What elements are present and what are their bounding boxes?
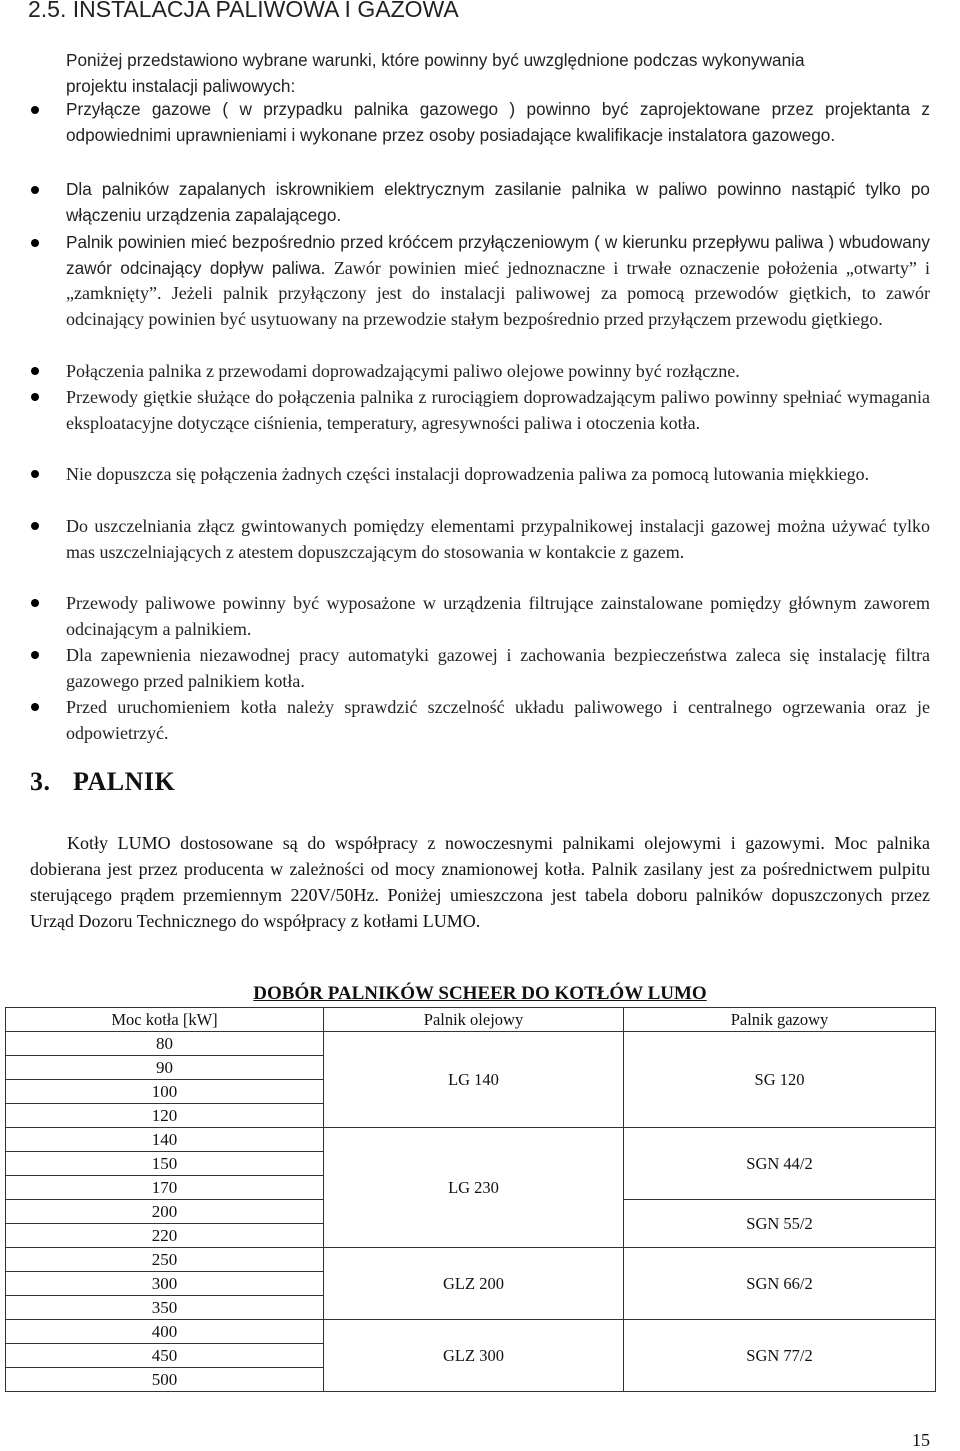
header-oil-burner: Palnik olejowy xyxy=(324,1008,624,1032)
bullet-text-continuation: Zawór powinien mieć jednoznaczne i trwałe oznaczenie położenia „otwarty” i „zamknięty”. Jeżeli palnik przyłączony jest do instalacji paliwowej za pomocą przewodów giętkich, to zawór odcinający powinien być usytuowany na przewodzie stałym bezpośrednio przed przyłączem przewodu giętkiego. xyxy=(66,257,930,329)
page-number: 15 xyxy=(912,1430,930,1450)
header-gas-burner: Palnik gazowy xyxy=(624,1008,936,1032)
bullet-icon xyxy=(31,367,39,375)
capacity-cell: 350 xyxy=(6,1296,324,1320)
capacity-cell: 300 xyxy=(6,1272,324,1296)
bullet-text: Przewody giętkie służące do połączenia palnika z rurociągiem doprowadzającym paliwo powinny spełniać wymagania eksploatacyjne dotyczące ciśnienia, temperatury, agresywności paliwa i otoczenia kotła. xyxy=(66,387,930,433)
capacity-cell: 170 xyxy=(6,1176,324,1200)
bullet-icon xyxy=(31,522,39,530)
capacity-cell: 500 xyxy=(6,1368,324,1392)
bullet-text: Przyłącze gazowe ( w przypadku palnika gazowego ) powinno być zaprojektowane przez projektanta z odpowiednimi uprawnieniami i wykonane przez osoby posiadające kwalifikacje instalatora gazowego. xyxy=(66,99,930,145)
gas-burner-cell: SG 120 xyxy=(624,1032,936,1128)
table-row xyxy=(6,1128,936,1152)
bullet-item xyxy=(66,177,930,228)
chapter-title: PALNIK xyxy=(73,767,176,796)
burner-selection-table xyxy=(5,1007,936,1392)
gas-burner-cell: SGN 66/2 xyxy=(624,1248,936,1320)
capacity-cell: 400 xyxy=(6,1320,324,1344)
bullet-item xyxy=(66,97,930,148)
capacity-cell: 100 xyxy=(6,1080,324,1104)
oil-burner-cell: GLZ 300 xyxy=(324,1320,624,1392)
bullet-item xyxy=(66,513,930,565)
bullet-text: Przewody paliwowe powinny być wyposażone w urządzenia filtrujące zainstalowane pomiędzy głównym zaworem odcinającym a palnikiem. xyxy=(66,593,930,639)
bullet-item xyxy=(66,590,930,642)
bullet-text: Dla palników zapalanych iskrownikiem elektrycznym zasilanie palnika w paliwo powinno nastąpić tylko po włączeniu urządzenia zapalającego. xyxy=(66,179,930,225)
bullet-icon xyxy=(31,106,39,114)
gas-burner-cell: SGN 55/2 xyxy=(624,1200,936,1248)
intro-line-2: projektu instalacji paliwowych: xyxy=(66,76,296,96)
bullet-icon xyxy=(31,393,39,401)
bullet-text: Nie dopuszcza się połączenia żadnych części instalacji doprowadzenia paliwa za pomocą lutowania miękkiego. xyxy=(66,464,870,484)
capacity-cell: 450 xyxy=(6,1344,324,1368)
bullet-icon xyxy=(31,599,39,607)
bullet-icon xyxy=(31,703,39,711)
table-title: DOBÓR PALNIKÓW SCHEER DO KOTŁÓW LUMO xyxy=(253,983,707,1004)
bullet-text: Przed uruchomieniem kotła należy sprawdzić szczelność układu paliwowego i centralnego ogrzewania oraz je odpowietrzyć. xyxy=(66,697,930,743)
oil-burner-cell: GLZ 200 xyxy=(324,1248,624,1320)
chapter-heading xyxy=(30,767,175,797)
chapter-number: 3. xyxy=(30,767,51,796)
intro-line-1: Poniżej przedstawiono wybrane warunki, które powinny być uwzględnione podczas wykonywania xyxy=(66,50,805,70)
bullet-text: Do uszczelniania złącz gwintowanych pomiędzy elementami przypalnikowej instalacji gazowej można używać tylko mas uszczelniających z atestem dopuszczającym do stosowania w kontakcie z gazem. xyxy=(66,516,930,562)
bullet-icon xyxy=(31,651,39,659)
table-header-row xyxy=(6,1008,936,1032)
capacity-cell: 140 xyxy=(6,1128,324,1152)
bullet-text: Połączenia palnika z przewodami doprowadzającymi paliwo olejowe powinny być rozłączne. xyxy=(66,361,740,381)
chapter-paragraph: Kotły LUMO dostosowane są do współpracy z nowoczesnymi palnikami olejowymi i gazowymi. Moc palnika dobierana jest przez producenta w zależności od mocy znamionowej kotła. Palnik zasilany jest za pośrednictwem pulpitu sterującego prądem przemiennym 220V/50Hz. Poniżej umieszczona jest tabela doboru palników dopuszczonych przez Urząd Dozoru Technicznego do współpracy z kotłami LUMO. xyxy=(30,833,930,931)
bullet-item xyxy=(66,461,930,487)
section-heading: 2.5. INSTALACJA PALIWOWA I GAZOWA xyxy=(28,0,459,22)
gas-burner-cell: SGN 77/2 xyxy=(624,1320,936,1392)
bullet-text: Palnik powinien mieć bezpośrednio przed króćcem przyłączeniowym ( w kierunku przepływu paliwa ) wbudowany zawór odcinający dopływ paliwa. xyxy=(66,232,930,278)
bullet-text: Dla zapewnienia niezawodnej pracy automatyki gazowej i zachowania bezpieczeństwa zaleca się instalację filtra gazowego przed palnikiem kotła. xyxy=(66,645,930,691)
bullet-item xyxy=(66,384,930,436)
oil-burner-cell: LG 140 xyxy=(324,1032,624,1128)
table-row xyxy=(6,1320,936,1344)
bullet-icon xyxy=(31,470,39,478)
table-row xyxy=(6,1248,936,1272)
bullet-item xyxy=(66,230,930,332)
bullet-item xyxy=(66,358,930,384)
capacity-cell: 250 xyxy=(6,1248,324,1272)
bullet-icon xyxy=(31,239,39,247)
bullet-icon xyxy=(31,186,39,194)
capacity-cell: 120 xyxy=(6,1104,324,1128)
gas-burner-cell: SGN 44/2 xyxy=(624,1128,936,1200)
capacity-cell: 90 xyxy=(6,1056,324,1080)
header-capacity: Moc kotła [kW] xyxy=(6,1008,324,1032)
oil-burner-cell: LG 230 xyxy=(324,1128,624,1248)
capacity-cell: 80 xyxy=(6,1032,324,1056)
capacity-cell: 200 xyxy=(6,1200,324,1224)
table-row xyxy=(6,1032,936,1056)
bullet-item xyxy=(66,694,930,746)
capacity-cell: 220 xyxy=(6,1224,324,1248)
bullet-item xyxy=(66,642,930,694)
capacity-cell: 150 xyxy=(6,1152,324,1176)
